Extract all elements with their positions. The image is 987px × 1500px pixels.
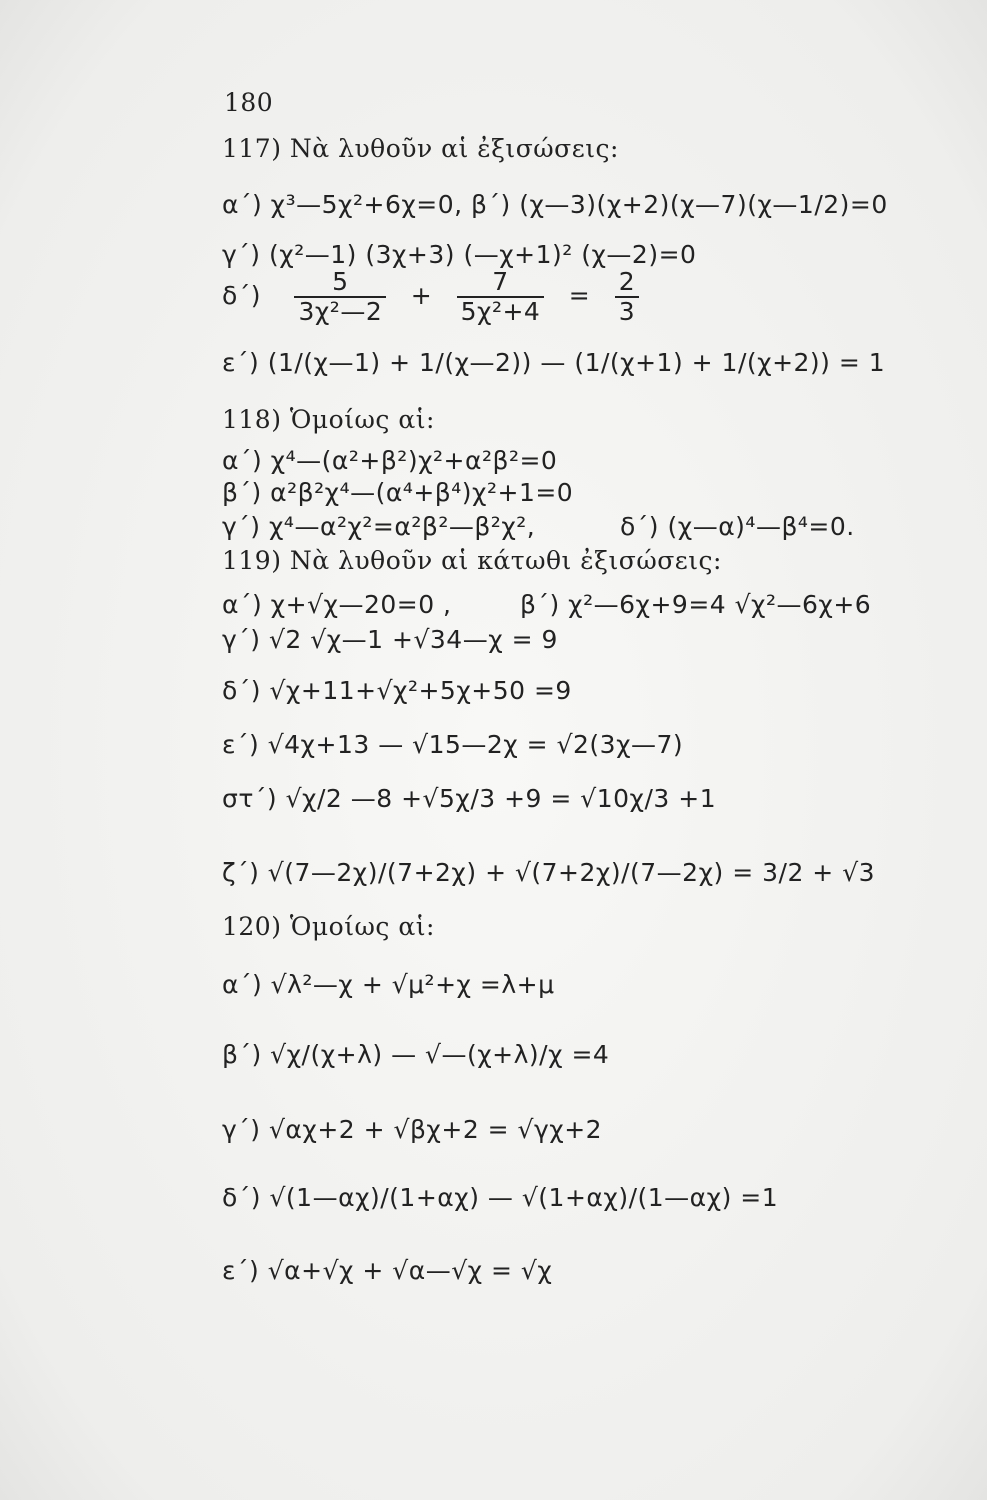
numerator: 2 xyxy=(618,267,636,296)
eq-118-a: α΄) χ⁴—(α²+β²)χ²+α²β²=0 xyxy=(222,446,558,475)
eq-119-c: γ΄) √2 √χ—1 +√34—χ = 9 xyxy=(222,625,558,654)
fraction xyxy=(457,268,545,325)
eq-119-f: στ΄) √χ/2 —8 +√5χ/3 +9 = √10χ/3 +1 xyxy=(222,784,717,813)
eq-117-d-label: δ΄) xyxy=(222,280,262,310)
eq-117-e: ε΄) (1/(χ—1) + 1/(χ—2)) — (1/(χ+1) + 1/(χ+2)) = 1 xyxy=(222,348,886,377)
numerator: 5 xyxy=(332,267,349,296)
eq-119-d: δ΄) √χ+11+√χ²+5χ+50 =9 xyxy=(222,676,572,705)
denominator: 3 xyxy=(615,296,639,326)
eq-117-d: δ΄) $\frac{5}{\text{3χ²—2}}$ + $\frac{7}{\text{5χ²+4}}$ = $\frac{2}{3}$ xyxy=(222,268,645,325)
denominator: 3χ²—2 xyxy=(294,296,386,326)
eq-118-d: δ΄) (χ—α)⁴—β⁴=0. xyxy=(620,512,855,541)
denominator: 5χ²+4 xyxy=(457,296,545,326)
fraction xyxy=(294,268,386,325)
eq-119-e: ε΄) √4χ+13 — √15—2χ = √2(3χ—7) xyxy=(222,730,684,759)
eq-120-d: δ΄) √(1—αχ)/(1+αχ) — √(1+αχ)/(1—αχ) =1 xyxy=(222,1183,779,1212)
eq-120-a: α΄) √λ²—χ + √μ²+χ =λ+μ xyxy=(222,970,555,999)
numerator: 7 xyxy=(492,267,509,296)
eq-119-b: β΄) χ²—6χ+9=4 √χ²—6χ+6 xyxy=(520,590,872,619)
eq-118-b: β΄) α²β²χ⁴—(α⁴+β⁴)χ²+1=0 xyxy=(222,478,574,507)
exercise-119-heading: 119) Νὰ λυθοῦν αἱ κάτωθι ἐξισώσεις: xyxy=(222,546,722,575)
eq-118-c: γ΄) χ⁴—α²χ²=α²β²—β²χ², xyxy=(222,512,536,541)
eq-120-c: γ΄) √αχ+2 + √βχ+2 = √γχ+2 xyxy=(222,1115,603,1144)
eq-120-b: β΄) √χ/(χ+λ) — √—(χ+λ)/χ =4 xyxy=(222,1040,610,1069)
fraction xyxy=(615,268,639,325)
exercise-117-heading: 117) Νὰ λυθοῦν αἱ ἐξισώσεις: xyxy=(222,134,619,163)
eq-117-a-b: α΄) χ³—5χ²+6χ=0, β΄) (χ—3)(χ+2)(χ—7)(χ—1/2)=0 xyxy=(222,190,888,219)
eq-117-c: γ΄) (χ²—1) (3χ+3) (—χ+1)² (χ—2)=0 xyxy=(222,240,697,269)
exercise-118-heading: 118) Ὁμοίως αἱ: xyxy=(222,405,435,434)
eq-120-e: ε΄) √α+√χ + √α—√χ = √χ xyxy=(222,1256,553,1285)
eq-119-g: ζ΄) √(7—2χ)/(7+2χ) + √(7+2χ)/(7—2χ) = 3/2 + √3 xyxy=(222,858,876,887)
page-number: 180 xyxy=(224,88,274,117)
eq-119-a: α΄) χ+√χ—20=0 , xyxy=(222,590,452,619)
exercise-120-heading: 120) Ὁμοίως αἱ: xyxy=(222,912,435,941)
